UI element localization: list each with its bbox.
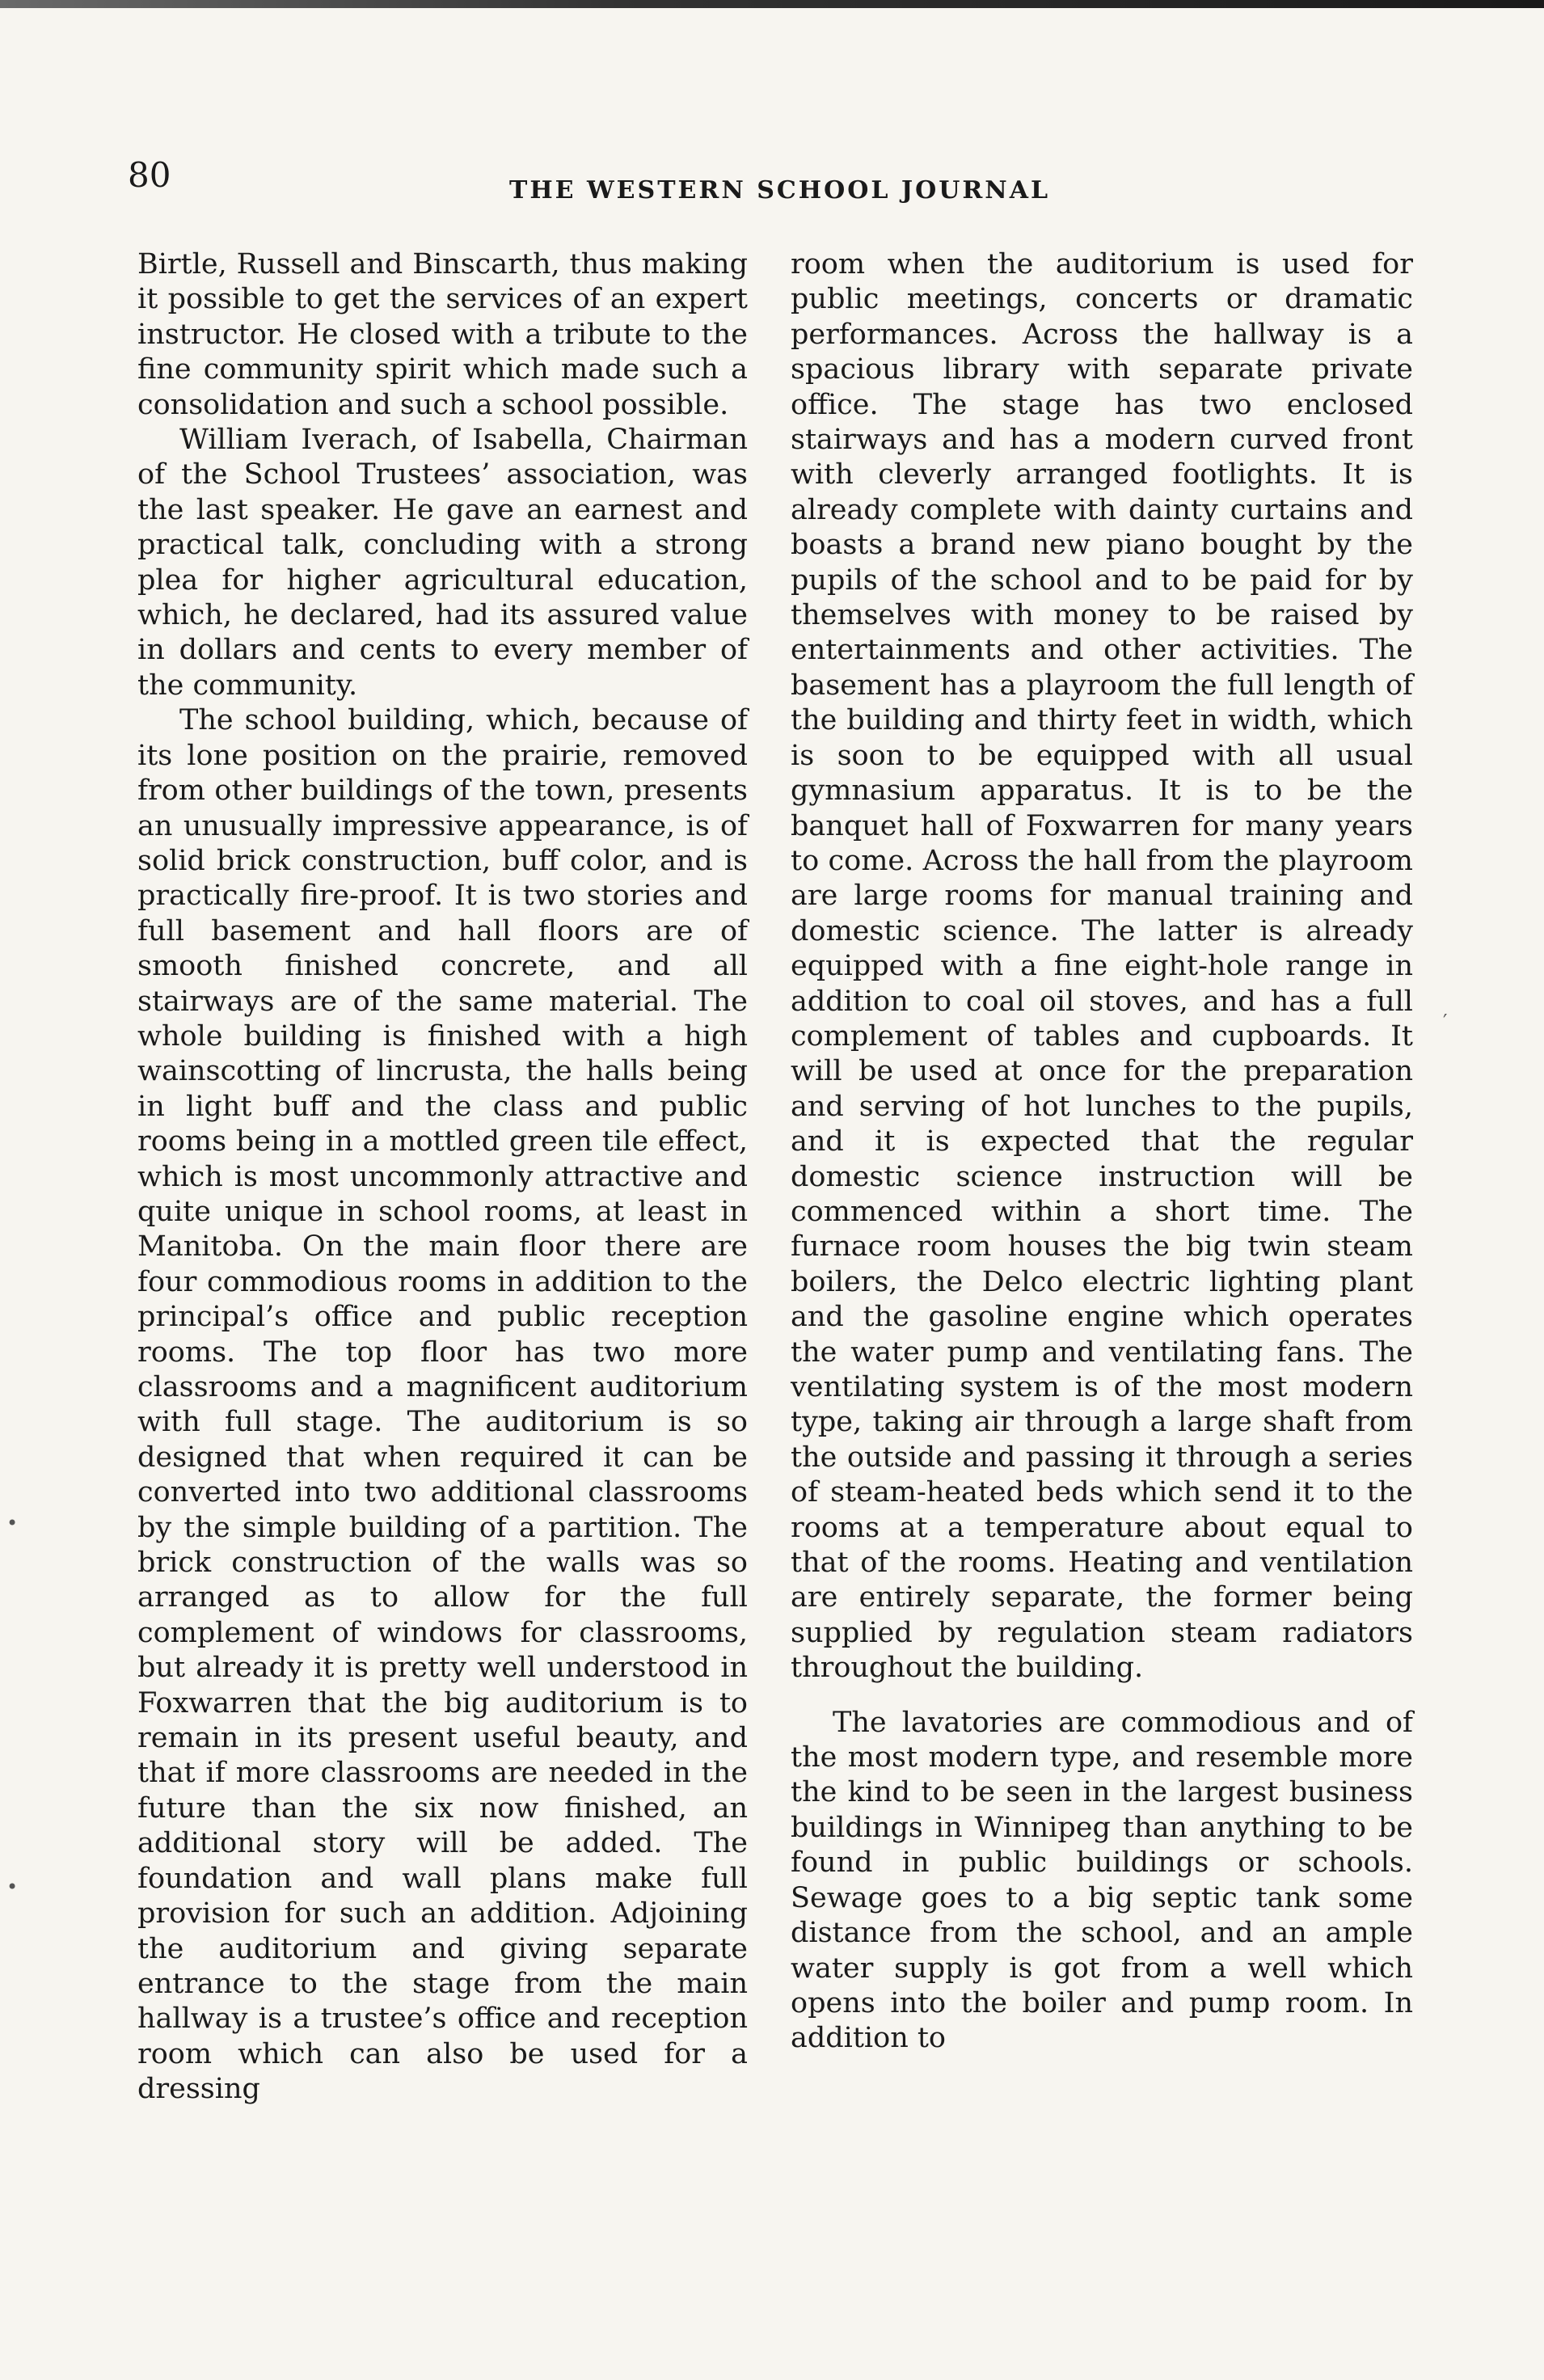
running-head: THE WESTERN SCHOOL JOURNAL bbox=[509, 176, 1051, 205]
margin-mark: • bbox=[6, 1512, 19, 1534]
paragraph: William Iverach, of Isabella, Chairman of the School Trustees’ association, was the last speaker. He gave an earnest and practical talk, concluding with a strong plea for higher agricultural education, which, he declared, had its assured value in dollars and cents to every member of the community. bbox=[137, 424, 748, 702]
paragraph: room when the auditorium is used for public meetings, concerts or dramatic performances. Across the hallway is a spacious library with separate private office. The stage has two enclosed stairways and has a modern curved front with cleverly arranged footlights. It is already complete with dainty curtains and boasts a brand new piano bought by the pupils of the school and to be paid for by themselves with money to be raised by entertainments and other activities. The basement has a playroom the full length of the building and thirty feet in width, which is soon to be equipped with all usual gymnasium apparatus. It is to be the banquet hall of Foxwarren for many years to come. Across the hall from the playroom are large rooms for manual training and domestic science. The latter is already equipped with a fine eight-hole range in addition to coal oil stoves, and has a full complement of tables and cupboards. It will be used at once for the preparation and serving of hot lunches to the pupils, and it is expected that the regular domestic science instruction will be commenced within a short time. The furnace room houses the big twin steam boilers, the Delco electric lighting plant and the gasoline engine which operates the water pump and ventilating fans. The ventilating system is of the most modern type, taking air through a large shaft from the outside and passing it through a series of steam-heated beds which send it to the rooms at a temperature about equal to that of the rooms. Heating and ventilation are entirely separate, the former being supplied by regulation steam radiators throughout the building. bbox=[791, 248, 1413, 1685]
top-rule bbox=[0, 0, 1544, 8]
paragraph: The lavatories are commodious and of the most modern type, and resemble more the kind to be seen in the largest business buildings in Winnipeg than anything to be found in public buildings or schools. Sewage goes to a big septic tank some distance from the school, and an ample water supply is got from a well which opens into the boiler and pump room. In addition to bbox=[791, 1706, 1413, 2055]
paragraph: The school building, which, because of its lone position on the prairie, removed from other buildings of the town, presents an unusually impressive appearance, is of solid brick construction, buff color, and is practically fire-proof. It is two stories and full basement and hall floors are of smooth finished concrete, and all stairways are of the same material. The whole building is finished with a high wainscotting of lincrusta, the halls being in light buff and the class and public rooms being in a mottled green tile effect, which is most uncommonly attractive and quite unique in school rooms, at least in Manitoba. On the main floor there are four commodious rooms in addition to the principal’s office and public reception rooms. The top floor has two more classrooms and a magnificent auditorium with full stage. The auditorium is so designed that when required it can be converted into two additional classrooms by the simple building of a partition. The brick construction of the walls was so arranged as to allow for the full complement of windows for classrooms, but already it is pretty well understood in Foxwarren that the big auditorium is to remain in its present useful beauty, and that if more classrooms are needed in the future than the six now finished, an additional story will be added. The foundation and wall plans make full provision for such an addition. Adjoining the auditorium and giving separate entrance to the stage from the main hallway is a trustee’s office and reception room which can also be used for a dressing bbox=[137, 704, 748, 2106]
paragraph: Birtle, Russell and Binscarth, thus making it possible to get the services of an expert instructor. He closed with a tribute to the fine community spirit which made such a consolidation and such a school possible. bbox=[137, 248, 748, 421]
right-column bbox=[791, 247, 1413, 2057]
margin-mark: • bbox=[6, 1876, 19, 1898]
page-number: 80 bbox=[128, 155, 171, 195]
margin-mark: ′ bbox=[1443, 1011, 1448, 1033]
left-column bbox=[137, 247, 748, 2108]
